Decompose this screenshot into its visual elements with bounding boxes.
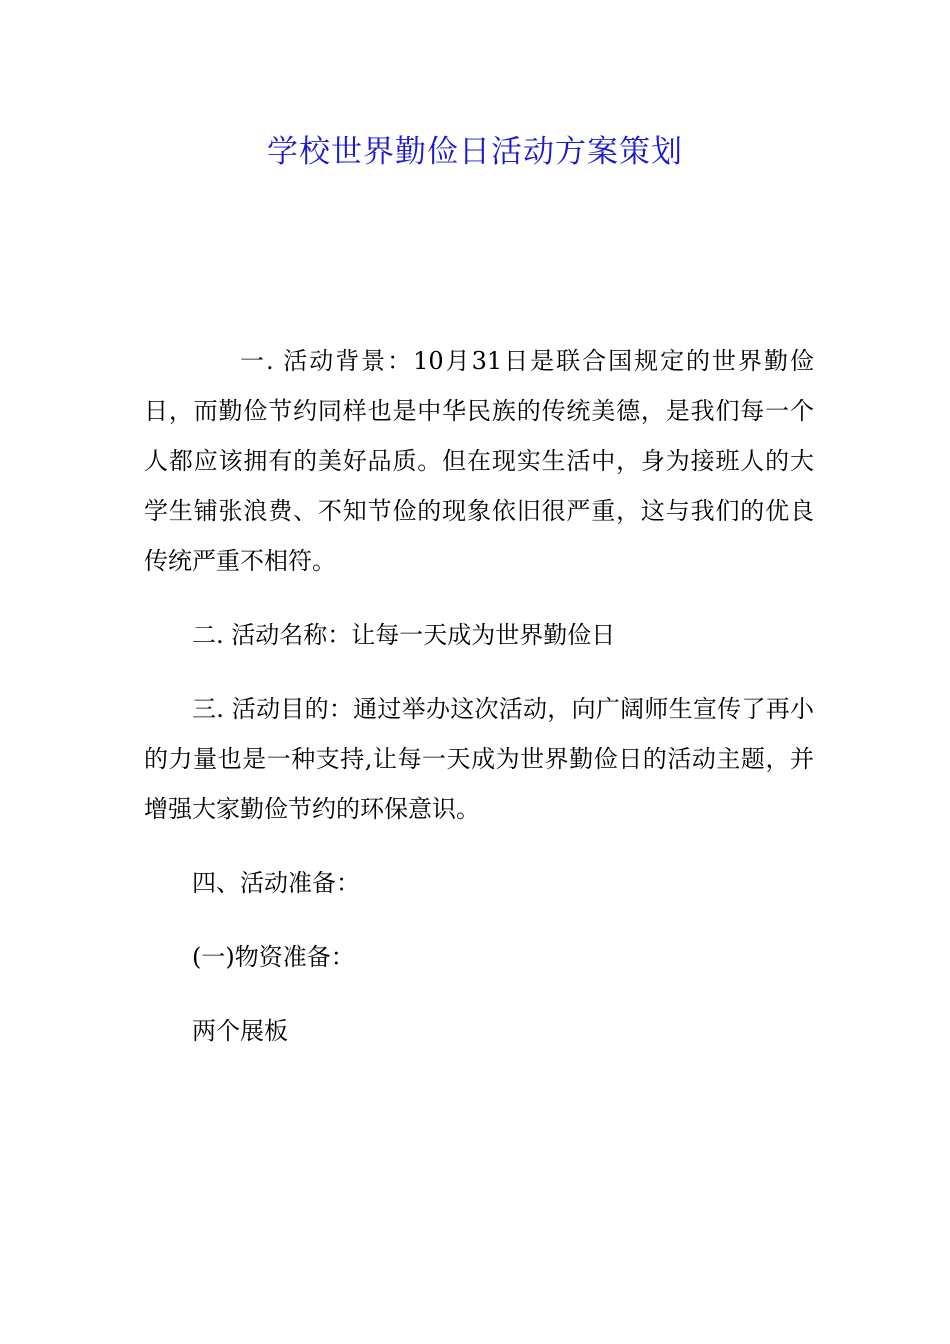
paragraph-background: 一. 活动背景：10月31日是联合国规定的世界勤俭日，而勤俭节约同样也是中华民族的传统美德，是我们每一个人都应该拥有的美好品质。但在现实生活中，身为接班人的大学生铺张浪费、不知节俭的现象依旧很严重，这与我们的优良传统严重不相符。 xyxy=(144,347,814,575)
paragraph-activity-purpose: 三. 活动目的：通过举办这次活动，向广阔师生宣传了再小的力量也是一种支持,让每一天成为世界勤俭日的活动主题，并增强大家勤俭节约的环保意识。 xyxy=(144,695,814,823)
paragraph-activity-preparation: 四、活动准备： xyxy=(192,869,360,897)
paragraph-material-preparation: (一)物资准备： xyxy=(192,943,355,971)
document-body xyxy=(144,336,814,1080)
paragraph-display-boards: 两个展板 xyxy=(192,1017,288,1045)
document-title: 学校世界勤俭日活动方案策划 xyxy=(267,134,683,170)
paragraph-activity-name: 二. 活动名称：让每一天成为世界勤俭日 xyxy=(192,621,616,649)
